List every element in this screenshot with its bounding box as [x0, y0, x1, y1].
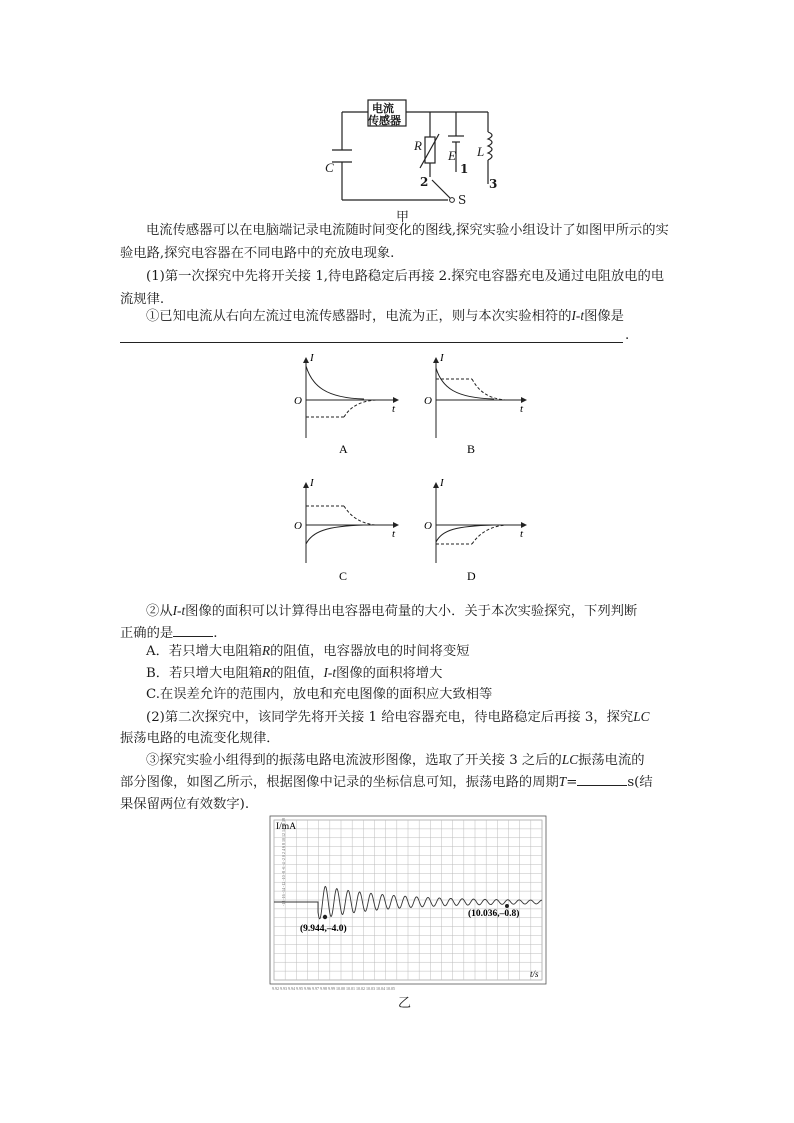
sensor-label-1: 电流 — [372, 102, 394, 115]
point-label-2: (10.036,–0.8) — [468, 909, 520, 919]
answer-blank-1-end: . — [625, 328, 630, 343]
graph-a-axis-t: t — [392, 403, 396, 415]
svg-text:9.92 9.93 9.94 9.95: 9.92 9.93 9.94 9.95 9.96 9.97 9.98 9.99 10.00 10.01 10.02 10.03 10.04 10.05 — [272, 986, 395, 991]
question-4-text: ③探究实验小组得到的振荡电路电流波形图像，选取了开关接 3 之后的LC振荡电流的 — [146, 752, 645, 768]
label-inductor-l: L — [477, 144, 485, 159]
intro-text: 电流传感器可以在电脑端记录电流随时间变化的图线,探究实验小组设计了如图甲所示的实验电路,探究电容器在不同电路中的充放电现象. — [120, 223, 669, 261]
graph-d-axis-i: I — [440, 477, 444, 489]
chart-xlabel: t/s — [530, 969, 539, 979]
graph-label-c: C — [339, 569, 348, 583]
graph-c-axis-i: I — [310, 477, 314, 489]
caption-yi: 乙 — [398, 996, 412, 1011]
option-a: A．若只增大电阻箱R的阻值，电容器放电的时间将变短 — [146, 643, 470, 659]
label-switch-s: S — [458, 193, 467, 207]
answer-blank-1[interactable] — [120, 342, 623, 343]
graph-label-b: B — [467, 442, 476, 456]
oscillation-chart — [256, 814, 556, 1000]
graph-c-axis-t: t — [392, 528, 396, 540]
graph-a-axis-i: I — [310, 352, 314, 364]
label-terminal-2: 2 — [420, 175, 429, 189]
label-capacitor-c: C — [325, 160, 334, 175]
question-2-text: ②从I-t图像的面积可以计算得出电容器电荷量的大小．关于本次实验探究，下列判断 — [146, 603, 638, 619]
question-4-line2: 部分图像，如图乙所示，根据图像中记录的坐标信息可知，振荡电路的周期T= s(结 — [120, 774, 653, 790]
answer-blank-3[interactable] — [577, 785, 627, 786]
question-1-text: (1)第一次探究中先将开关接 1,待电路稳定后再接 2.探究电容器充电及通过电阻放电的电流规律. — [120, 269, 665, 307]
option-c: C.在误差允许的范围内，放电和充电图像的面积应大致相等 — [146, 687, 493, 702]
graph-b-origin: O — [424, 395, 432, 407]
label-battery-e: E — [448, 148, 456, 163]
graph-b-axis-t: t — [520, 403, 524, 415]
graph-label-d: D — [467, 569, 476, 583]
answer-blank-2[interactable] — [173, 636, 213, 637]
point-label-1: (9.944,–4.0) — [300, 924, 347, 934]
graph-a-origin: O — [294, 395, 302, 407]
label-resistor-r: R — [414, 138, 422, 153]
graph-label-a: A — [339, 442, 348, 456]
svg-text:-18 -16 -14 -12 -10 -8 -6 -4 -: -18 -16 -14 -12 -10 -8 -6 -4 -2 0 2 4 6 8 10 12 14 16 18 — [281, 818, 286, 906]
chart-ylabel: I/mA — [276, 822, 297, 832]
caption-jia: 甲 — [396, 210, 410, 225]
point-marker-1 — [323, 915, 327, 919]
question-1a-text: ①已知电流从右向左流过电流传感器时，电流为正，则与本次实验相符的I-t图像是 — [146, 308, 624, 324]
label-terminal-3: 3 — [489, 177, 498, 191]
option-b: B．若只增大电阻箱R的阻值，I-t图像的面积将增大 — [146, 665, 443, 681]
graph-b-axis-i: I — [440, 352, 444, 364]
question-3-line2: 振荡电路的电流变化规律． — [120, 731, 280, 746]
graph-d-axis-t: t — [520, 528, 524, 540]
graph-c-origin: O — [294, 520, 302, 532]
point-marker-2 — [505, 904, 509, 908]
question-3-text: (2)第二次探究中，该同学先将开关接 1 给电容器充电，待电路稳定后再接 3，探究LC — [146, 709, 650, 725]
graph-d-origin: O — [424, 520, 432, 532]
graphs-abcd — [280, 350, 540, 600]
label-terminal-1: 1 — [460, 162, 469, 176]
question-2-line2: 正确的是 . — [120, 626, 218, 641]
question-4-line3: 果保留两位有效数字). — [120, 797, 250, 812]
sensor-label-2: 传感器 — [368, 114, 401, 127]
